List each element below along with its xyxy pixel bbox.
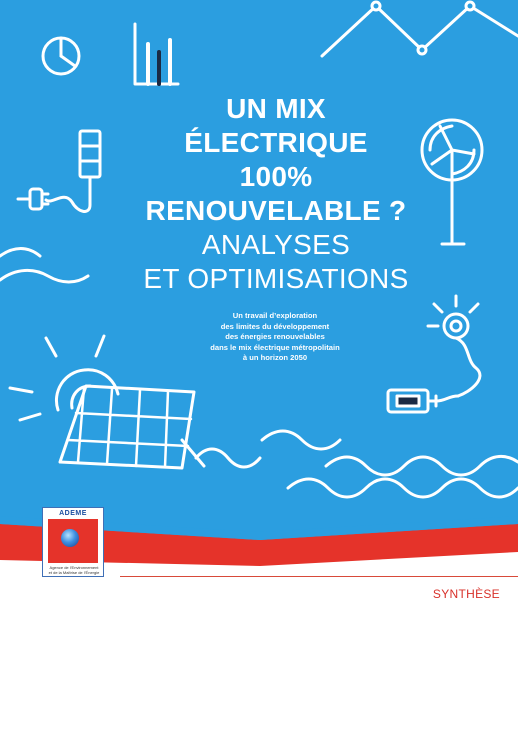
globe-icon — [61, 529, 79, 547]
logo-name: ADEME — [59, 510, 87, 517]
title-line: 100% — [239, 161, 313, 192]
subtitle-line: Un travail d’exploration — [232, 311, 318, 320]
subtitle-line: des énergies renouvelables — [225, 332, 325, 342]
logo-tagline-line: et de la Maîtrise de l’Énergie — [48, 570, 100, 575]
title-line: ET OPTIMISATIONS — [143, 263, 409, 294]
document-type-label: SYNTHÈSE — [432, 587, 500, 601]
subtitle-line: à un horizon 2050 — [242, 353, 308, 363]
title-line: ÉLECTRIQUE — [184, 127, 368, 158]
logo-tagline — [46, 565, 102, 575]
cover-subtitle — [150, 311, 400, 364]
divider-rule — [120, 576, 518, 577]
ademe-logo — [42, 507, 104, 577]
title-line: UN MIX — [226, 93, 326, 124]
subtitle-line: des limites du développement — [220, 321, 330, 331]
title-line: RENOUVELABLE ? — [145, 195, 407, 226]
cover-title — [90, 92, 462, 296]
subtitle-line: dans le mix électrique métropolitain — [210, 342, 340, 352]
logo-tagline-line: Agence de l’Environnement — [49, 565, 99, 570]
title-line: ANALYSES — [201, 229, 351, 260]
